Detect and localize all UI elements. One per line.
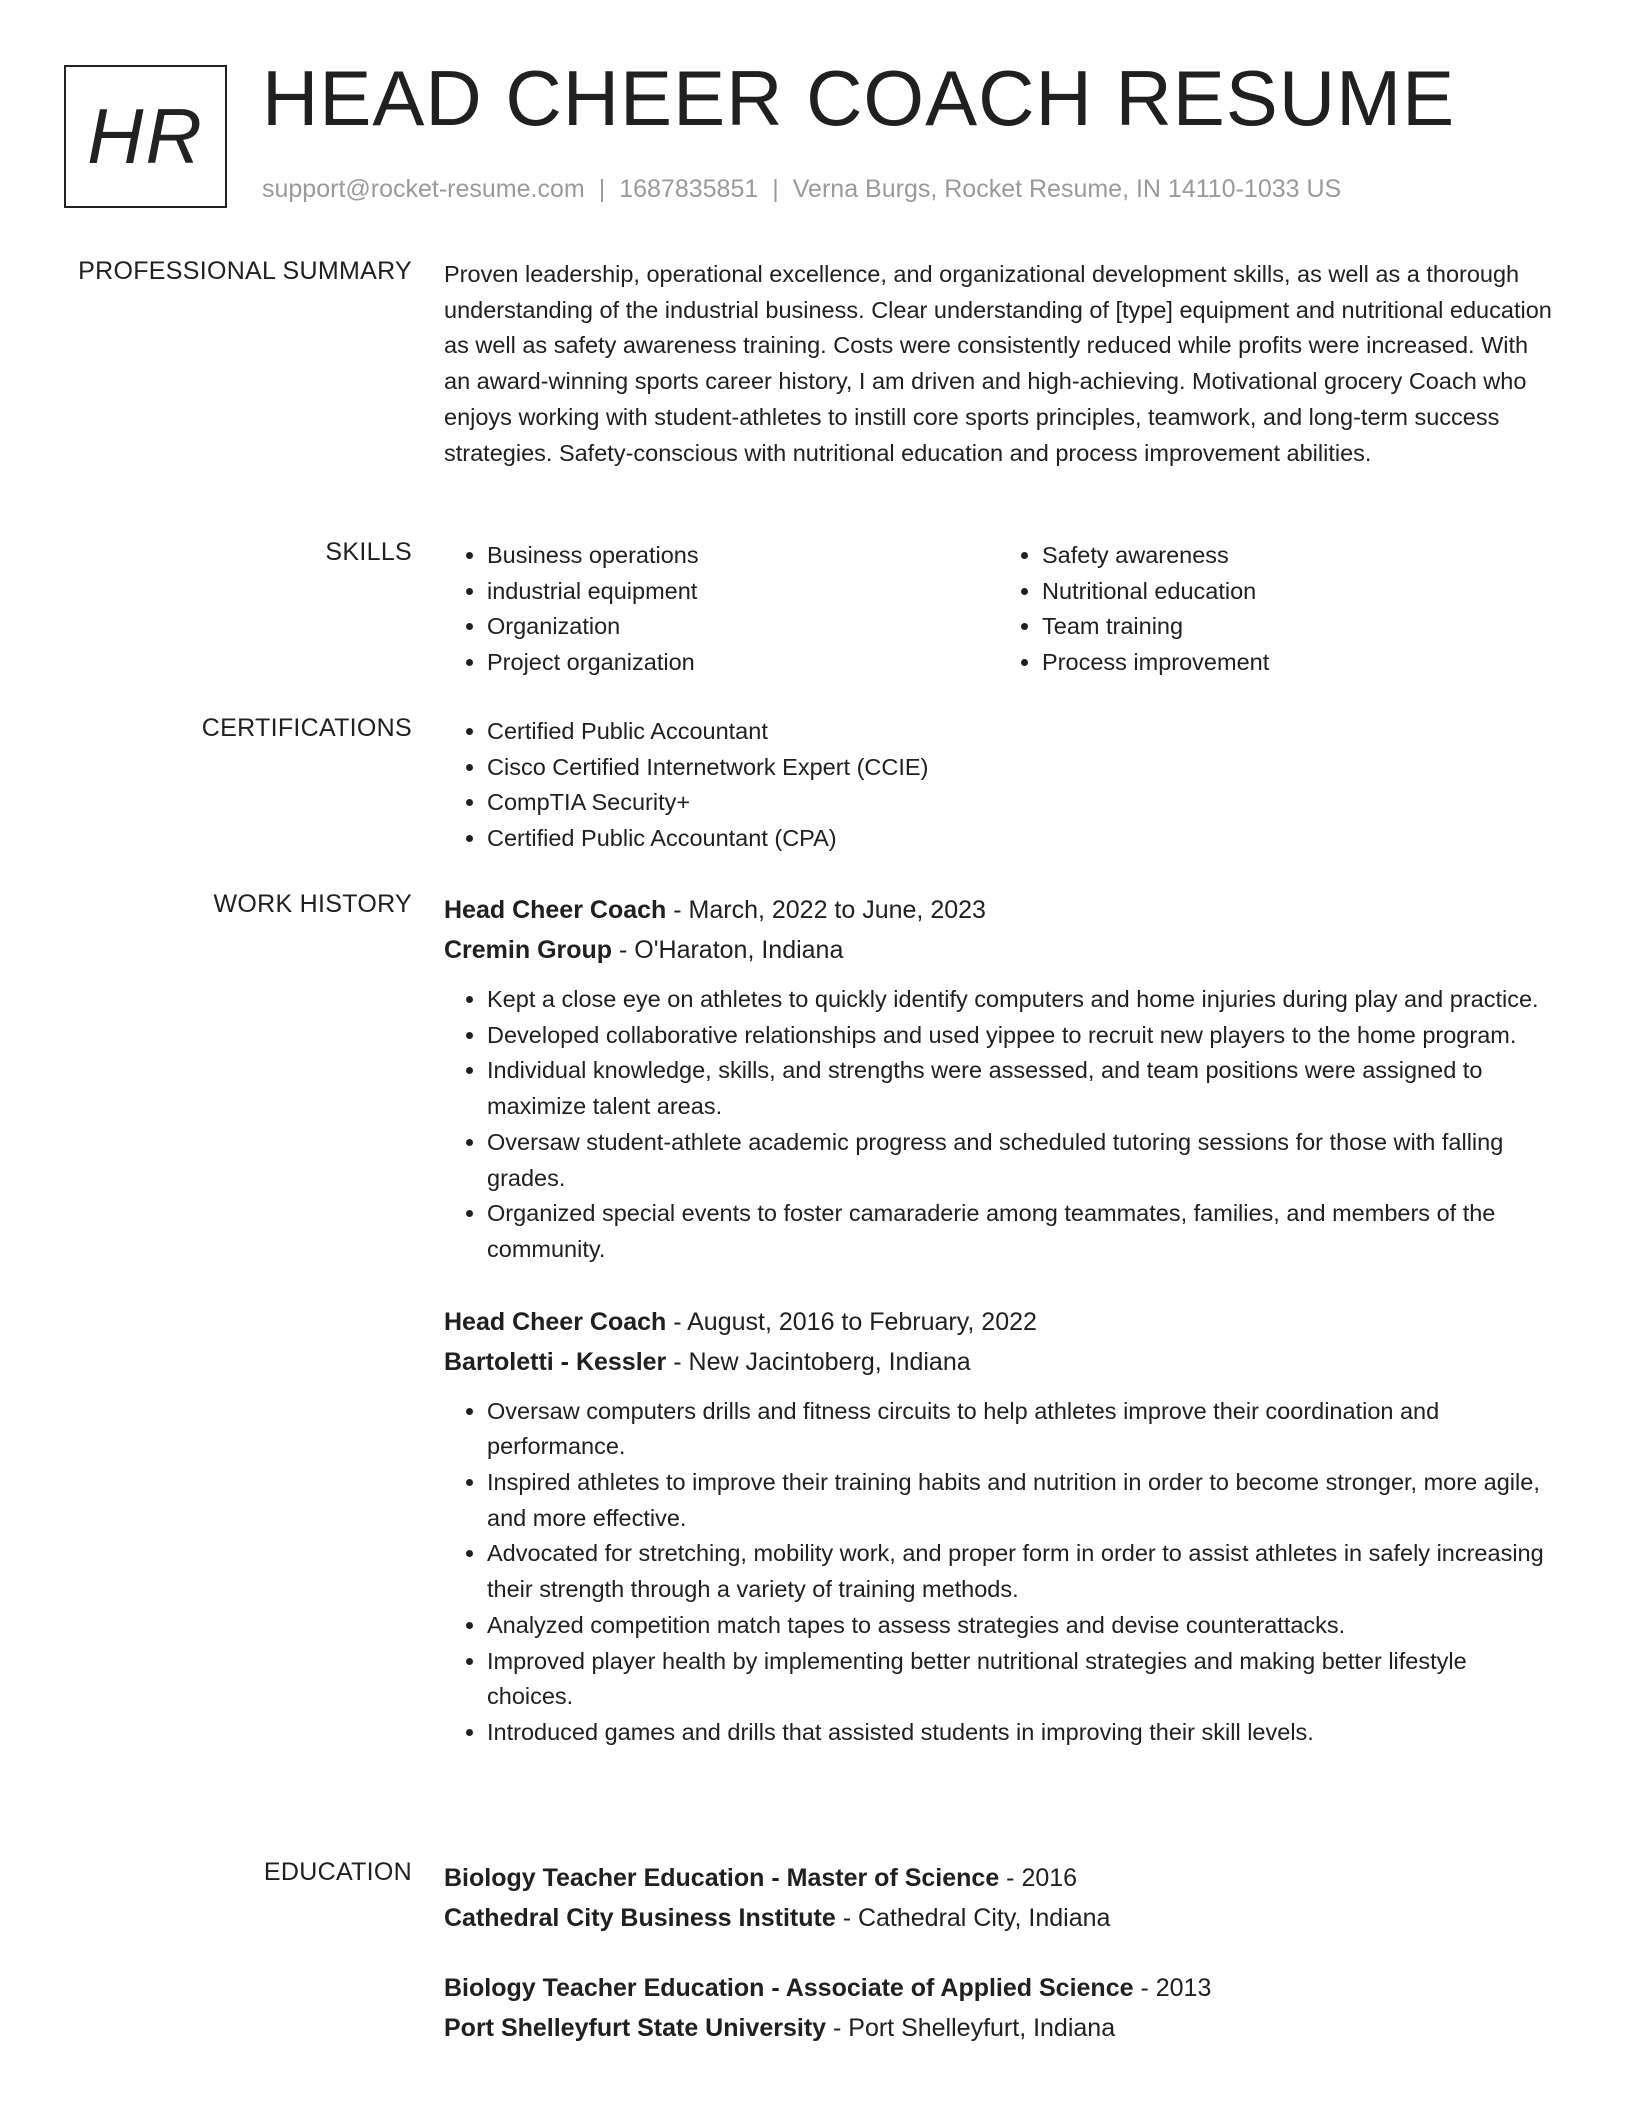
education-degree-line (444, 1968, 1554, 2008)
job-bullet: • Kept a close eye on athletes to quickly identify computers and home injuries during play and practice. (487, 982, 1554, 1018)
job-bullet: • Inspired athletes to improve their training habits and nutrition in order to become stronger, more agile, and more effective. (487, 1465, 1554, 1536)
education-entry (444, 1968, 1554, 2048)
job-bullet: • Analyzed competition match tapes to assess strategies and devise counterattacks. (487, 1608, 1554, 1644)
skills-grid (444, 538, 1554, 681)
skills-list-left (444, 538, 999, 681)
job-bullet: • Developed collaborative relationships and used yippee to recruit new players to the home program. (487, 1018, 1554, 1054)
job-title-line (444, 890, 1554, 930)
resume-title: HEAD CHEER COACH RESUME (262, 54, 1456, 142)
job-location: - New Jacintoberg, Indiana (666, 1347, 971, 1376)
certification-item: • Cisco Certified Internetwork Expert (CCIE) (487, 750, 1554, 786)
contact-separator: | (772, 175, 779, 203)
job-title: Head Cheer Coach (444, 1307, 667, 1336)
job-bullet: • Advocated for stretching, mobility work, and proper form in order to assist athletes in safely increasing their strength through a variety of training methods. (487, 1536, 1554, 1607)
contact-phone[interactable]: 1687835851 (619, 175, 759, 203)
education-school: Port Shelleyfurt State University (444, 2014, 827, 2042)
section-label-summary: PROFESSIONAL SUMMARY (78, 257, 412, 285)
job-bullet: • Introduced games and drills that assisted students in improving their skill levels. (487, 1715, 1554, 1751)
certification-item: • CompTIA Security+ (487, 785, 1554, 821)
section-label-skills: SKILLS (325, 538, 412, 566)
contact-address: Verna Burgs, Rocket Resume, IN 14110-1033 US (792, 175, 1342, 203)
monogram-logo: HR (64, 65, 227, 208)
skill-item: • Team training (1042, 609, 1554, 645)
certifications-list (444, 714, 1554, 857)
education-school-line (444, 2008, 1554, 2048)
education-degree: Biology Teacher Education - Master of Science (444, 1864, 1000, 1892)
summary-text: Proven leadership, operational excellence, and organizational development skills, as well as a thorough understanding of the industrial business. Clear understanding of [type] equipment and nutritional education as well as safety awareness training. Costs were consistently reduced while profits were increased. With an award-winning sports career history, I am driven and high-achieving. Motivational grocery Coach who enjoys working with student-athletes to instill core sports principles, teamwork, and long-term success strategies. Safety-conscious with nutritional education and process improvement abilities. (444, 261, 1552, 466)
education-degree-line (444, 1858, 1554, 1898)
job-location: - O'Haraton, Indiana (612, 936, 844, 964)
skill-item: • industrial equipment (487, 574, 999, 610)
job-dates: - August, 2016 to February, 2022 (666, 1307, 1037, 1336)
job-bullets (444, 982, 1554, 1268)
job-company-line (444, 1342, 1554, 1382)
job-bullet: • Organized special events to foster camaraderie among teammates, families, and members of the community. (487, 1196, 1554, 1267)
section-label-education: EDUCATION (263, 1858, 412, 1886)
education-year: - 2013 (1133, 1974, 1212, 2002)
education-degree: Biology Teacher Education - Associate of Applied Science (444, 1974, 1134, 2002)
work-body (444, 890, 1554, 1785)
education-year: - 2016 (999, 1864, 1078, 1892)
job-dates: - March, 2022 to June, 2023 (666, 896, 986, 924)
skill-item: • Safety awareness (1042, 538, 1554, 574)
skill-item: • Process improvement (1042, 645, 1554, 681)
job-bullets (444, 1394, 1554, 1751)
education-school-line (444, 1898, 1554, 1938)
certifications-body (444, 714, 1554, 857)
job-bullet: • Oversaw student-athlete academic progress and scheduled tutoring sessions for those with falling grades. (487, 1125, 1554, 1196)
education-location: - Port Shelleyfurt, Indiana (826, 2014, 1116, 2042)
job-title-line (444, 1302, 1554, 1342)
skill-item: • Organization (487, 609, 999, 645)
job-entry (444, 890, 1554, 1268)
contact-line (262, 175, 1341, 204)
job-company: Bartoletti - Kessler (444, 1347, 667, 1376)
job-company: Cremin Group (444, 936, 613, 964)
job-bullet: • Oversaw computers drills and fitness circuits to help athletes improve their coordination and performance. (487, 1394, 1554, 1465)
education-entry (444, 1858, 1554, 1938)
skill-item: • Business operations (487, 538, 999, 574)
education-body (444, 1858, 1554, 2078)
job-bullet: • Improved player health by implementing better nutritional strategies and making better lifestyle choices. (487, 1644, 1554, 1715)
certification-item: • Certified Public Accountant (CPA) (487, 821, 1554, 857)
job-bullet: • Individual knowledge, skills, and strengths were assessed, and team positions were assigned to maximize talent areas. (487, 1053, 1554, 1124)
job-title: Head Cheer Coach (444, 896, 667, 924)
skills-list-right (999, 538, 1554, 681)
education-location: - Cathedral City, Indiana (835, 1904, 1111, 1932)
skill-item: • Project organization (487, 645, 999, 681)
skill-item: • Nutritional education (1042, 574, 1554, 610)
education-school: Cathedral City Business Institute (444, 1904, 836, 1932)
job-company-line (444, 930, 1554, 970)
contact-email[interactable]: support@rocket-resume.com (262, 175, 585, 203)
section-label-work: WORK HISTORY (213, 890, 412, 918)
section-label-certifications: CERTIFICATIONS (201, 714, 412, 742)
job-entry (444, 1302, 1554, 1751)
contact-separator: | (598, 175, 606, 203)
certification-item: • Certified Public Accountant (487, 714, 1554, 750)
